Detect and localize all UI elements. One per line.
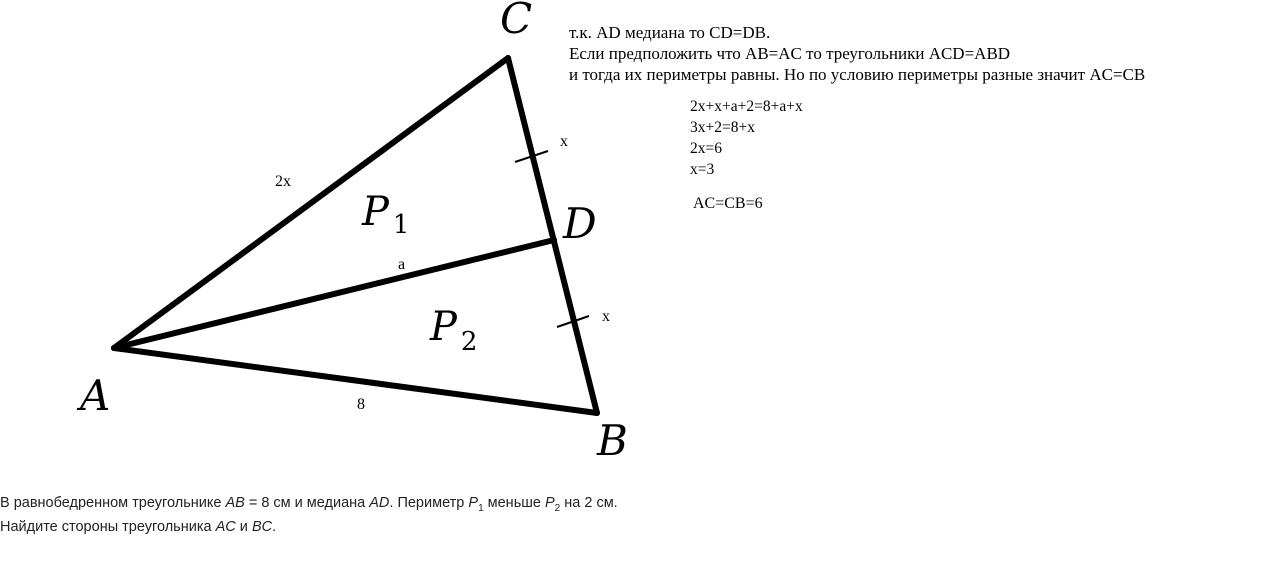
equation-list <box>690 96 803 180</box>
side-ab <box>114 348 597 413</box>
side-label-db: x <box>602 308 610 325</box>
vertex-label-c: C <box>500 0 533 43</box>
equation-line: 2x+x+a+2=8+a+x <box>690 98 803 115</box>
vertex-label-a: A <box>80 371 111 420</box>
vertex-label-b: B <box>597 416 628 465</box>
region-label-p1: P 1 <box>362 189 410 240</box>
side-label-cd: x <box>560 133 568 150</box>
region-label-p2: P 2 <box>430 304 478 357</box>
solution-line: т.к. AD медиана то CD=DB. <box>569 23 771 42</box>
equation-line: 3x+2=8+x <box>690 119 755 136</box>
solution-notes <box>569 22 1145 85</box>
side-label-ac: 2x <box>275 173 291 190</box>
answer: AC=CB=6 <box>693 195 763 212</box>
equation-line: x=3 <box>690 161 715 178</box>
median-ad <box>114 240 554 348</box>
side-label-ad: a <box>398 256 406 273</box>
solution-line: Если предположить что AB=AC то треугольники ACD=ABD <box>569 44 1011 63</box>
problem-line-2: Найдите стороны треугольника AC и BC. <box>0 518 277 535</box>
side-label-ab: 8 <box>357 396 365 413</box>
problem-line-1: В равнобедренном треугольнике AB = 8 см и медиана AD. Периметр $P_1$ меньше $P_2$ на 2 см. <box>0 495 618 514</box>
problem-statement <box>0 494 618 537</box>
triangle-diagram <box>0 0 650 470</box>
equation-line: 2x=6 <box>690 140 722 157</box>
solution-line: и тогда их периметры равны. Но по условию периметры разные значит AC=CB <box>569 65 1146 84</box>
vertex-label-d: D <box>563 199 597 248</box>
